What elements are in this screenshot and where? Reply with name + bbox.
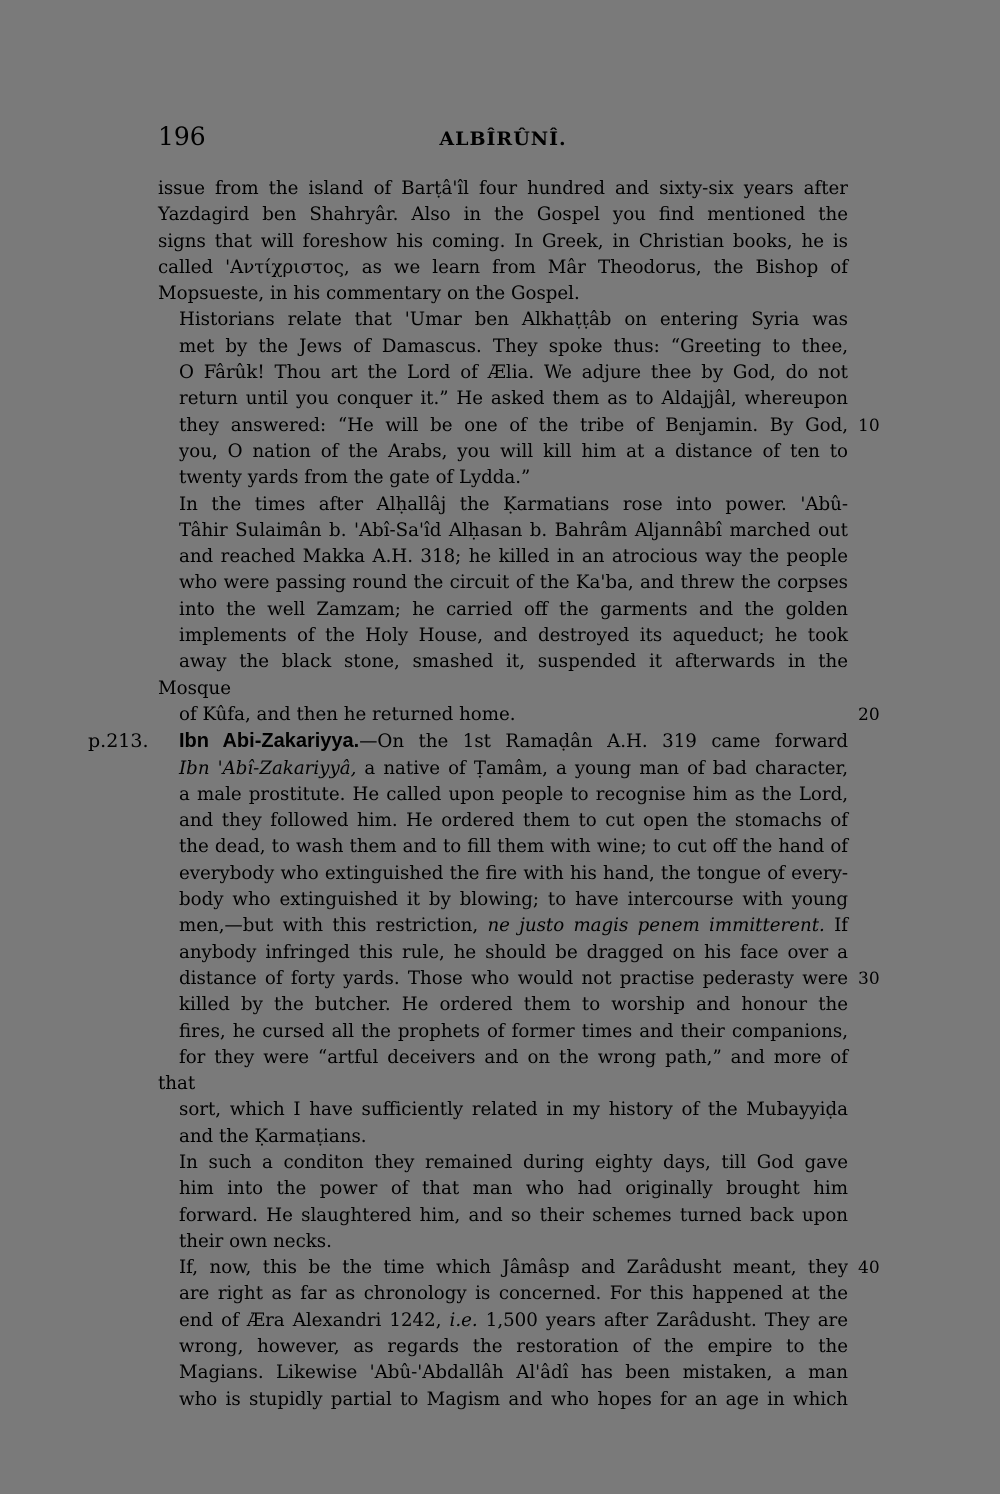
text-line: Yazdagird ben Shahryâr. Also in the Gospel you find mentioned the xyxy=(158,204,848,226)
text-line: him into the power of that man who had originally brought him xyxy=(179,1178,848,1200)
text-line: for they were “artful deceivers and on the wrong path,” and more of that xyxy=(158,1046,848,1095)
text-line: fires, he cursed all the prophets of former times and their companions, xyxy=(179,1020,848,1042)
section-heading: Ibn Abi-Zakariyya. xyxy=(179,730,360,753)
text-line: issue from the island of Barṭâ'îl four hundred and sixty-six years after xyxy=(158,178,848,199)
text-line: implements of the Holy House, and destroyed its aqueduct; he took xyxy=(179,625,848,647)
text-line: you, O nation of the Arabs, you will kill him at a distance of ten to xyxy=(179,440,848,462)
text-line: away the black stone, smashed it, suspended it afterwards in the Mosque xyxy=(158,651,848,699)
abbreviation: i.e. xyxy=(449,1309,478,1331)
text-line-content: they answered: “He will be one of the tribe of Benjamin. By God, xyxy=(179,414,848,436)
text-line-content: If xyxy=(824,915,848,937)
text-line: Tâhir Sulaimân b. 'Abî-Sa'îd Alḥasan b. Bahrâm Aljannâbî marched out xyxy=(179,519,848,541)
margin-page-reference: p.213. xyxy=(88,730,149,753)
text-line: return until you conquer it.” He asked them as to Aldajjâl, whereupon xyxy=(179,388,848,410)
text-line: killed by the butcher. He ordered them to worship and honour the xyxy=(179,994,848,1016)
text-line: anybody infringed this rule, he should be dragged on his face over a xyxy=(179,941,848,963)
text-line: Mopsueste, in his commentary on the Gospel. xyxy=(158,283,580,305)
text-line-content: —On the 1st Ramaḍân A.H. 319 came forward xyxy=(359,731,848,753)
text-line xyxy=(158,913,848,939)
running-head xyxy=(158,122,848,152)
text-line-content: of Kûfa, and then he returned home. xyxy=(179,703,516,725)
text-line: O Fârûk! Thou art the Lord of Ælia. We adjure thee by God, do not xyxy=(179,362,848,384)
paragraph xyxy=(158,307,880,491)
line-number: 40 xyxy=(858,1258,880,1279)
text-line: Magians. Likewise 'Abû-'Abdallâh Al'âdî has been mistaken, a man xyxy=(179,1362,848,1384)
paragraph xyxy=(88,728,880,1150)
text-line: their own necks. xyxy=(179,1230,332,1252)
text-line xyxy=(158,1255,880,1281)
text-line: twenty yards from the gate of Lydda.” xyxy=(179,467,531,489)
italic-name: Ibn 'Abî-Zakariyyâ, xyxy=(179,757,357,779)
running-title: ALBÎRÛNÎ. xyxy=(439,128,567,150)
text-line: everybody who extinguished the fire with his hand, the tongue of every- xyxy=(179,862,848,884)
text-line: are right as far as chronology is concerned. For this happened at the xyxy=(179,1283,848,1305)
paragraph xyxy=(158,1150,848,1255)
paragraph xyxy=(158,176,848,307)
text-line xyxy=(158,413,880,439)
text-line: into the well Zamzam; he carried off the garments and the golden xyxy=(179,598,848,620)
text-line: In the times after Alḥallâj the Ḳarmatians rose into power. 'Abû- xyxy=(179,493,848,515)
line-number: 20 xyxy=(858,704,880,725)
text-line: called 'Αντίχριστος, as we learn from Mâr Theodorus, the Bishop of xyxy=(158,256,848,278)
text-line: who were passing round the circuit of the Ka'ba, and threw the corpses xyxy=(179,572,848,594)
latin-phrase: ne justo magis penem immitterent. xyxy=(487,915,825,937)
body-text xyxy=(88,176,880,1413)
text-line: body who extinguished it by blowing; to have intercourse with young xyxy=(179,889,848,911)
text-line: met by the Jews of Damascus. They spoke thus: “Greeting to thee, xyxy=(179,335,848,357)
text-line: Historians relate that 'Umar ben Alkhaṭṭâb on entering Syria was xyxy=(179,309,848,331)
text-line: a male prostitute. He called upon people to recognise him as the Lord, xyxy=(179,783,848,805)
text-line: signs that will foreshow his coming. In Greek, in Christian books, he is xyxy=(158,230,848,252)
text-line: In such a conditon they remained during eighty days, till God gave xyxy=(179,1151,848,1173)
text-line: and reached Makka A.H. 318; he killed in an atrocious way the people xyxy=(179,546,848,568)
text-line-content: 1,500 years after Zarâdusht. They are xyxy=(477,1309,849,1331)
page-number: 196 xyxy=(158,122,206,151)
text-line xyxy=(158,756,848,782)
text-line xyxy=(88,728,848,755)
text-line-content: a native of Ṭamâm, a young man of bad character, xyxy=(356,757,849,779)
text-line xyxy=(158,1308,848,1334)
text-line: who is stupidly partial to Magism and who hopes for an age in which xyxy=(179,1388,848,1410)
text-line xyxy=(158,702,880,728)
text-line: wrong, however, as regards the restoration of the empire to the xyxy=(179,1336,848,1358)
text-line-content: men,—but with this restriction, xyxy=(179,915,479,937)
text-line-content: If, now, this be the time which Jâmâsp and Zarâdusht meant, they xyxy=(179,1257,848,1279)
text-line: and they followed him. He ordered them to cut open the stomachs of xyxy=(179,810,848,832)
text-line-content: distance of forty yards. Those who would not practise pederasty were xyxy=(179,967,848,989)
line-number: 30 xyxy=(858,968,880,989)
paragraph xyxy=(158,492,880,729)
text-line-content: end of Æra Alexandri 1242, xyxy=(179,1309,450,1331)
text-line xyxy=(158,966,880,992)
line-number: 10 xyxy=(858,415,880,436)
paragraph xyxy=(158,1255,880,1413)
text-line: sort, which I have sufficiently related in my history of the Mubayyiḍa xyxy=(179,1099,848,1121)
text-line: the dead, to wash them and to fill them with wine; to cut off the hand of xyxy=(179,836,848,858)
text-line: forward. He slaughtered him, and so their schemes turned back upon xyxy=(179,1204,848,1226)
text-line: and the Ḳarmaṭians. xyxy=(179,1125,367,1147)
